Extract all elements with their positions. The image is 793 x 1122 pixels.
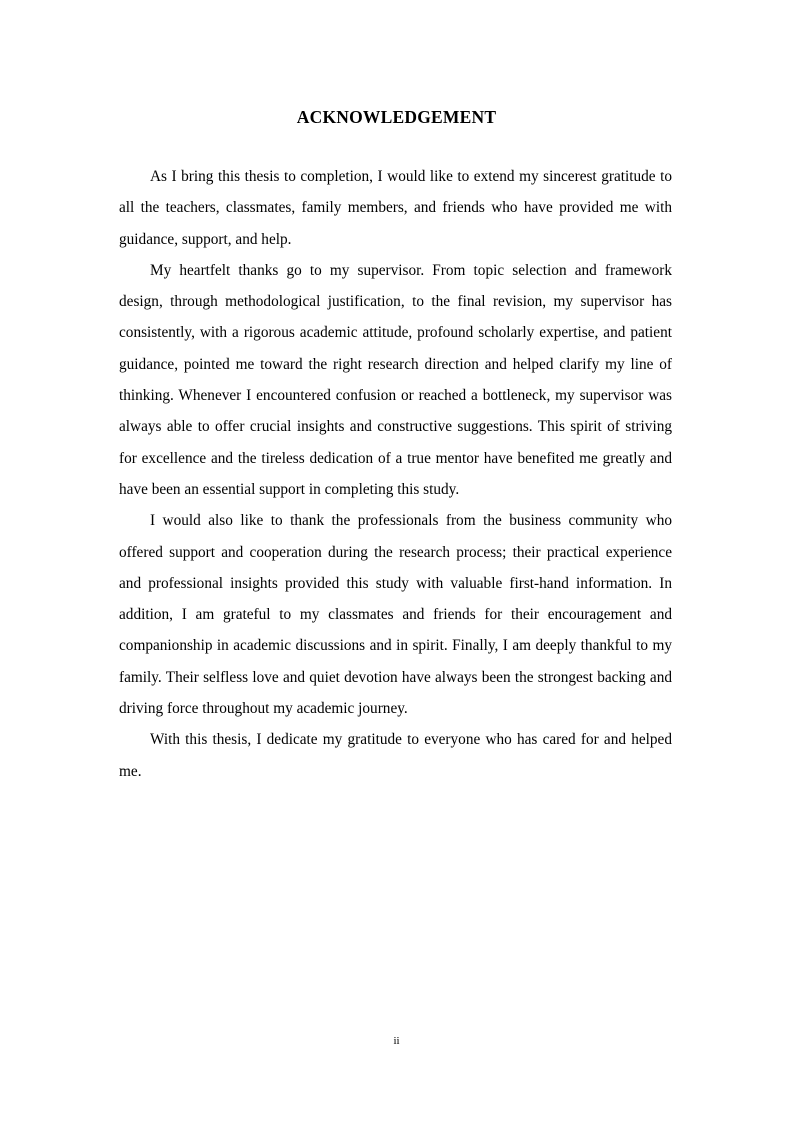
paragraph-4: With this thesis, I dedicate my gratitude to everyone who has cared for and helped me.: [119, 731, 672, 780]
page-title: ACKNOWLEDGEMENT: [296, 107, 497, 127]
page-number: ii: [393, 1035, 400, 1047]
paragraph-3: I would also like to thank the professionals from the business community who offered support and cooperation during the research process; their practical experience and professional insights provided this study with valuable first-hand information. In addition, I am grateful to my classmates and friends for their encouragement and companionship in academic discussions and in spirit. Finally, I am deeply thankful to my family. Their selfless love and quiet devotion have always been the strongest backing and driving force throughout my academic journey.: [119, 512, 672, 718]
paragraph-1: As I bring this thesis to completion, I would like to extend my sincerest gratitude to all the teachers, classmates, family members, and friends who have provided me with guidance, support, and help.: [119, 168, 672, 248]
paragraph-2: My heartfelt thanks go to my supervisor. From topic selection and framework design, through methodological justification, to the final revision, my supervisor has consistently, with a rigorous academic attitude, profound scholarly expertise, and patient guidance, pointed me toward the right research direction and helped clarify my line of thinking. Whenever I encountered confusion or reached a bottleneck, my supervisor was always able to offer crucial insights and constructive suggestions. This spirit of striving for excellence and the tireless dedication of a true mentor have benefited me greatly and have been an essential support in completing this study.: [119, 261, 672, 498]
acknowledgement-body: [119, 161, 672, 787]
